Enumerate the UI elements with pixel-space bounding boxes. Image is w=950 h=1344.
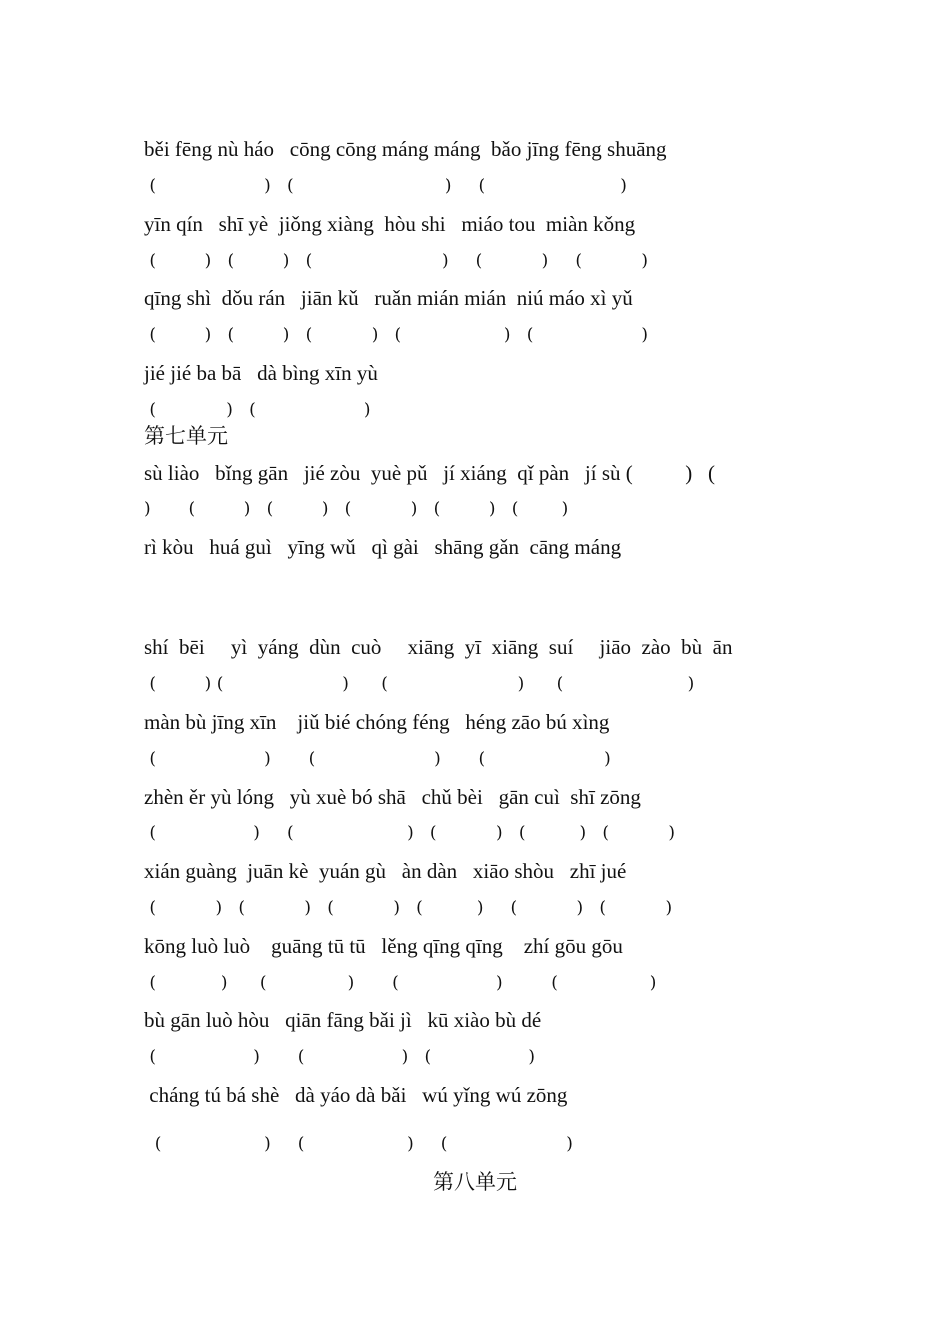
answer-brackets-4: ( ) ( ) — [144, 400, 371, 420]
answer-brackets-5: ) ( ) ( ) ( ) ( ) ( ) — [144, 499, 569, 519]
answer-brackets-1: ( ) ( ) ( ) — [144, 176, 627, 196]
pinyin-line-9: zhèn ěr yù lóng yù xuè bó shā chǔ bèi gān cuì shī zōng — [144, 785, 641, 809]
pinyin-line-7: shí bēi yì yáng dùn cuò xiāng yī xiāng suí jiāo zào bù ān — [144, 635, 733, 659]
pinyin-line-5: sù liào bǐng gān jié zòu yuè pǔ jí xiáng qǐ pàn jí sù ( ) ( — [144, 461, 715, 485]
answer-brackets-9: ( ) ( ) ( ) ( ) ( ) — [144, 823, 676, 843]
pinyin-line-13: cháng tú bá shè dà yáo dà bǎi wú yǐng wú zōng — [144, 1083, 568, 1107]
answer-brackets-13: ( ) ( ) ( ) — [144, 1134, 573, 1154]
pinyin-line-8: màn bù jīng xīn jiǔ bié chóng féng héng zāo bú xìng — [144, 710, 610, 734]
pinyin-line-3: qīng shì dǒu rán jiān kǔ ruǎn mián mián niú máo xì yǔ — [144, 286, 633, 310]
pinyin-line-6: rì kòu huá guì yīng wǔ qì gài shāng gǎn cāng máng — [144, 535, 622, 559]
answer-brackets-11: ( ) ( ) ( ) ( ) — [144, 973, 657, 993]
answer-brackets-7: ( ) ( ) ( ) ( ) — [144, 674, 695, 694]
answer-brackets-12: ( ) ( ) ( ) — [144, 1047, 536, 1067]
answer-brackets-3: ( ) ( ) ( ) ( ) ( ) — [144, 325, 649, 345]
pinyin-line-1: běi fēng nù háo cōng cōng máng máng bǎo jīng fēng shuāng — [144, 137, 667, 161]
pinyin-line-10: xián guàng juān kè yuán gù àn dàn xiāo shòu zhī jué — [144, 859, 627, 883]
pinyin-line-12: bù gān luò hòu qiān fāng bǎi jì kū xiào bù dé — [144, 1008, 542, 1032]
unit-eight-heading: 第八单元 — [433, 1170, 517, 1194]
unit-seven-heading: 第七单元 — [144, 424, 228, 448]
pinyin-line-11: kōng luò luò guāng tū tū lěng qīng qīng zhí gōu gōu — [144, 934, 623, 958]
pinyin-line-2: yīn qín shī yè jiǒng xiàng hòu shi miáo tou miàn kǒng — [144, 212, 636, 236]
answer-brackets-10: ( ) ( ) ( ) ( ) ( ) ( ) — [144, 898, 673, 918]
answer-brackets-2: ( ) ( ) ( ) ( ) ( ) — [144, 251, 649, 271]
answer-brackets-8: ( ) ( ) ( ) — [144, 749, 611, 769]
pinyin-line-4: jié jié ba bā dà bìng xīn yù — [144, 361, 378, 385]
